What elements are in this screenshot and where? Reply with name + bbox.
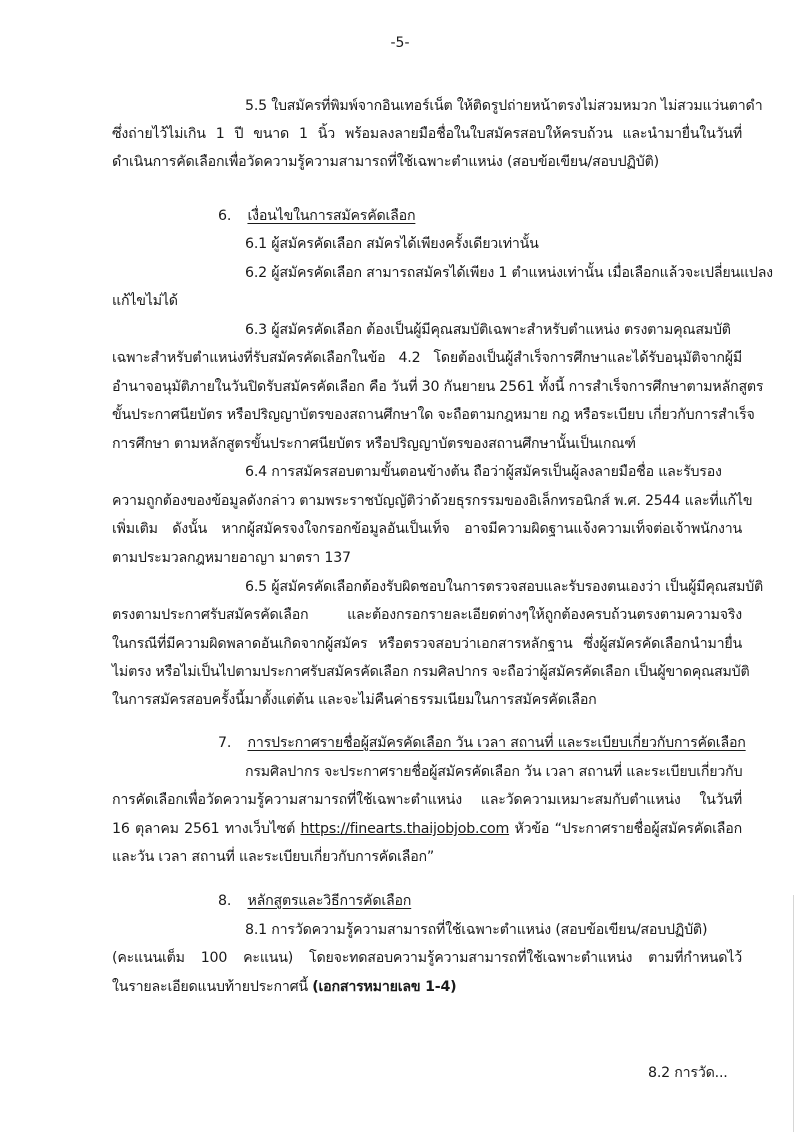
para-6-3-line-3: อำนาจอนุมัติภายในวันปิดรับสมัครคัดเลือก คือ วันที่ 30 กันยายน 2561 ทั้งนี้ การสำเร็จการศึกษาตามหลักสูตร [112,379,764,395]
para-6-5-line-2: ตรงตามประกาศรับสมัครคัดเลือก และต้องกรอกรายละเอียดต่างๆให้ถูกต้องครบถ้วนตรงตามความจริง [112,607,742,623]
section-7-heading [218,733,746,753]
para-7-line-2: การคัดเลือกเพื่อวัดความรู้ความสามารถที่ใช้เฉพาะตำแหน่ง และวัดความเหมาะสมกับตำแหน่ง ในวันที่ [112,792,742,808]
para-6-2-line-1: 6.2 ผู้สมัครคัดเลือก สามารถสมัครได้เพียง 1 ตำแหน่งเท่านั้น เมื่อเลือกแล้วจะเปลี่ยนแปลง [245,265,773,281]
document-reference: (เอกสารหมายเลข 1-4) [312,979,457,995]
para-5-5-line-1: 5.5 ใบสมัครที่พิมพ์จากอินเทอร์เน็ต ให้ติดรูปถ่ายหน้าตรงไม่สวมหมวก ไม่สวมแว่นตาดำ [245,98,763,114]
para-6-4-line-1: 6.4 การสมัครสอบตามขั้นตอนข้างต้น ถือว่าผู้สมัครเป็นผู้ลงลายมือชื่อ และรับรอง [245,464,722,480]
section-7-title: การประกาศรายชื่อผู้สมัครคัดเลือก วัน เวลา สถานที่ และระเบียบเกี่ยวกับการคัดเลือก [247,735,746,751]
para-5-5-line-2: ซึ่งถ่ายไว้ไม่เกิน 1 ปี ขนาด 1 นิ้ว พร้อมลงลายมือชื่อในใบสมัครสอบให้ครบถ้วน และนำมายื่นในวันที่ [112,126,742,142]
para-8-1-line-2: (คะแนนเต็ม 100 คะแนน) โดยจะทดสอบความรู้ความสามารถที่ใช้เฉพาะตำแหน่ง ตามที่กำหนดไว้ [112,950,742,966]
para-7-line-4: และวัน เวลา สถานที่ และระเบียบเกี่ยวกับการคัดเลือก” [112,849,435,865]
para-8-1-line-3 [112,977,456,997]
para-8-1-line-3-text: ในรายละเอียดแนบท้ายประกาศนี้ [112,979,313,995]
para-7-line-3-prefix: 16 ตุลาคม 2561 ทางเว็บไซต์ [112,821,301,837]
para-6-5-line-5: ในการสมัครสอบครั้งนี้มาตั้งแต่ต้น และจะไม่คืนค่าธรรมเนียมในการสมัครคัดเลือก [112,692,597,708]
para-5-5-line-3: ดำเนินการคัดเลือกเพื่อวัดความรู้ความสามารถที่ใช้เฉพาะตำแหน่ง (สอบข้อเขียน/สอบปฏิบัติ) [112,154,659,170]
section-7-number: 7. [218,735,232,751]
page-number: -5- [390,35,410,51]
para-6-4-line-3: เพิ่มเติม ดังนั้น หากผู้สมัครจงใจกรอกข้อมูลอันเป็นเท็จ อาจมีความผิดฐานแจ้งความเท็จต่อเจ้าพนักงาน [112,521,742,537]
para-6-4-line-2: ความถูกต้องของข้อมูลดังกล่าว ตามพระราชบัญญัติว่าด้วยธุรกรรมของอิเล็กทรอนิกส์ พ.ศ. 2544 และที่แก้ไข [112,493,753,509]
scan-edge-line [793,895,794,1132]
para-6-2-line-2: แก้ไขไม่ได้ [112,293,178,309]
website-link[interactable]: https://finearts.thaijobjob.com [300,821,510,837]
para-6-3-line-1: 6.3 ผู้สมัครคัดเลือก ต้องเป็นผู้มีคุณสมบัติเฉพาะสำหรับตำแหน่ง ตรงตามคุณสมบัติ [245,322,731,338]
para-7-line-1: กรมศิลปากร จะประกาศรายชื่อผู้สมัครคัดเลือก วัน เวลา สถานที่ และระเบียบเกี่ยวกับ [245,764,743,780]
para-6-4-line-4: ตามประมวลกฎหมายอาญา มาตรา 137 [112,550,351,566]
para-6-5-line-1: 6.5 ผู้สมัครคัดเลือกต้องรับผิดชอบในการตรวจสอบและรับรองตนเองว่า เป็นผู้มีคุณสมบัติ [245,579,764,595]
para-6-3-line-4: ขั้นประกาศนียบัตร หรือปริญญาบัตรของสถานศึกษาใด จะถือตามกฎหมาย กฎ หรือระเบียบ เกี่ยวกับการสำเร็จ [112,407,755,423]
continuation-marker: 8.2 การวัด... [648,1065,728,1081]
section-8-title: หลักสูตรและวิธีการคัดเลือก [247,893,412,909]
section-6-heading [218,206,415,226]
para-6-5-line-4: ไม่ตรง หรือไม่เป็นไปตามประกาศรับสมัครคัดเลือก กรมศิลปากร จะถือว่าผู้สมัครคัดเลือก เป็นผู้ขาดคุณสมบัติ [112,664,750,680]
section-8-heading [218,891,411,911]
para-6-1: 6.1 ผู้สมัครคัดเลือก สมัครได้เพียงครั้งเดียวเท่านั้น [245,236,539,252]
para-6-3-line-2: เฉพาะสำหรับตำแหน่งที่รับสมัครคัดเลือกในข้อ 4.2 โดยต้องเป็นผู้สำเร็จการศึกษาและได้รับอนุมัติจากผู้มี [112,350,742,366]
section-6-title: เงื่อนไขในการสมัครคัดเลือก [247,208,416,224]
para-6-3-line-5: การศึกษา ตามหลักสูตรขั้นประกาศนียบัตร หรือปริญญาบัตรของสถานศึกษานั้นเป็นเกณฑ์ [112,436,636,452]
section-6-number: 6. [218,208,232,224]
para-7-line-3 [112,819,742,839]
para-8-1-line-1: 8.1 การวัดความรู้ความสามารถที่ใช้เฉพาะตำแหน่ง (สอบข้อเขียน/สอบปฏิบัติ) [245,922,708,938]
section-8-number: 8. [218,893,232,909]
para-7-line-3-suffix: หัวข้อ “ประกาศรายชื่อผู้สมัครคัดเลือก [509,821,742,837]
para-6-5-line-3: ในกรณีที่มีความผิดพลาดอันเกิดจากผู้สมัคร หรือตรวจสอบว่าเอกสารหลักฐาน ซึ่งผู้สมัครคัดเลือกนำมายื่น [112,636,742,652]
